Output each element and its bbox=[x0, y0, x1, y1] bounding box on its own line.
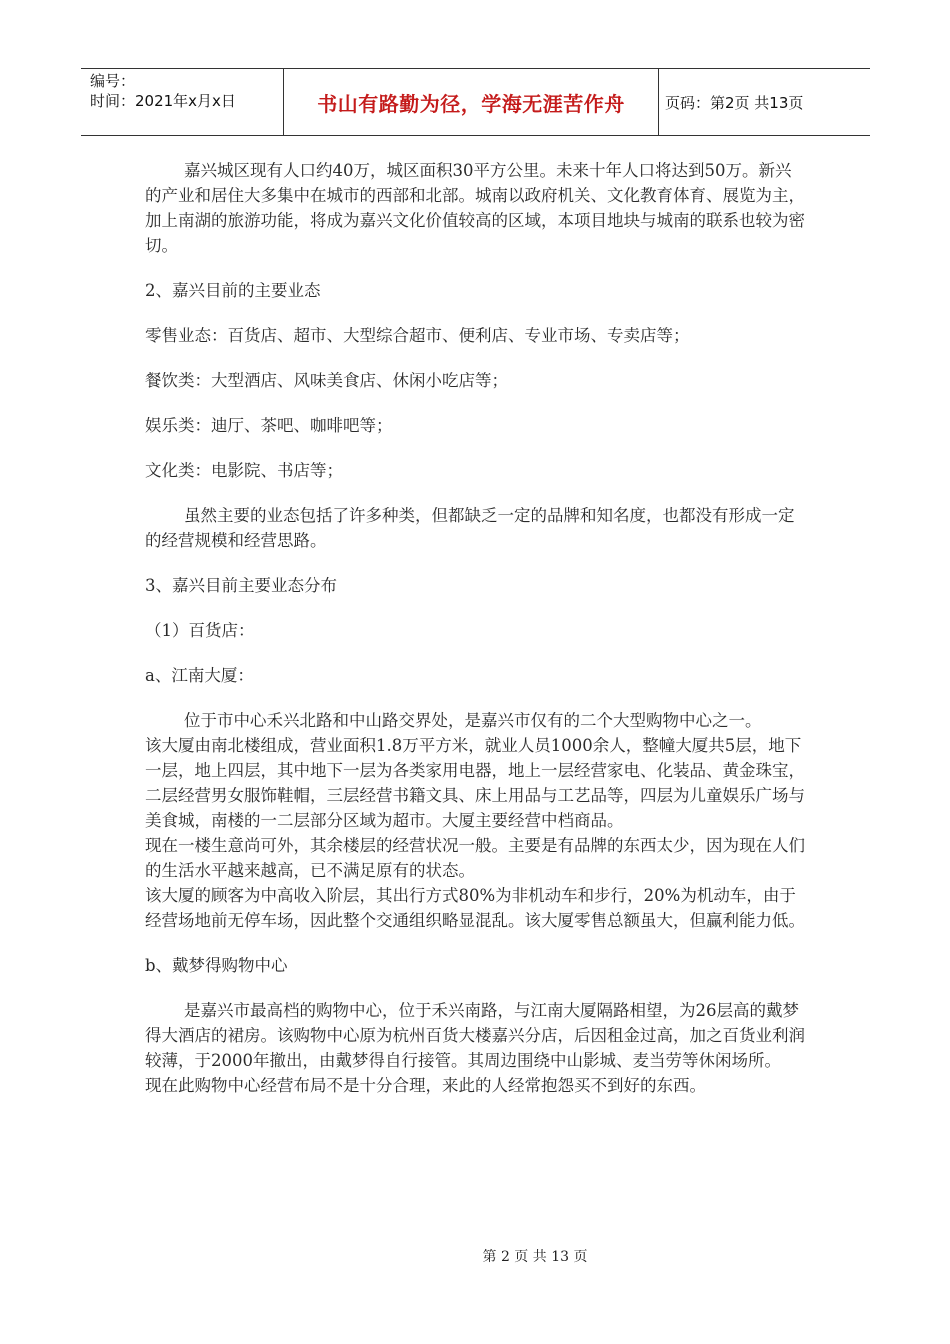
section-heading-distribution: 3、嘉兴目前主要业态分布 bbox=[145, 576, 337, 595]
document-body bbox=[145, 158, 805, 1098]
list-item-catering: 餐饮类：大型酒店、风味美食店、休闲小吃店等； bbox=[145, 371, 508, 390]
paragraph-daimengde-layout: 现在此购物中心经营布局不是十分合理，来此的人经常抱怨买不到好的东西。 bbox=[145, 1076, 706, 1095]
list-item-entertainment: 娱乐类：迪厅、茶吧、咖啡吧等； bbox=[145, 416, 393, 435]
paragraph-jiangnan-status: 现在一楼生意尚可外，其余楼层的经营状况一般。主要是有品牌的东西太少，因为现在人们的生活水平越来越高，已不满足原有的状态。 bbox=[145, 836, 805, 880]
subheading-jiangnan-building: a、江南大厦： bbox=[145, 666, 254, 685]
paragraph-jiangnan-customers: 该大厦的顾客为中高收入阶层，其出行方式80%为非机动车和步行，20%为机动车，由于经营场地前无停车场，因此整个交通组织略显混乱。该大厦零售总额虽大，但赢利能力低。 bbox=[145, 886, 805, 930]
list-item-retail: 零售业态：百货店、超市、大型综合超市、便利店、专业市场、专卖店等； bbox=[145, 326, 690, 345]
paragraph-jiangnan-location: 位于市中心禾兴北路和中山路交界处，是嘉兴市仅有的二个大型购物中心之一。 bbox=[184, 711, 762, 730]
document-code-label: 编号： bbox=[90, 72, 136, 90]
header-page-info: 页码：第2页 共13页 bbox=[665, 93, 804, 112]
subheading-department-stores: （1）百货店： bbox=[145, 621, 255, 640]
page-footer: 第 2 页 共 13 页 bbox=[482, 1249, 588, 1265]
paragraph-city-overview: 嘉兴城区现有人口约40万，城区面积30平方公里。未来十年人口将达到50万。新兴的产业和居住大多集中在城市的西部和北部。城南以政府机关、文化教育体育、展览为主，加上南湖的旅游功能，将成为嘉兴文化价值较高的区域，本项目地块与城南的联系也较为密切。 bbox=[145, 161, 805, 255]
document-date: 时间：2021年x月x日 bbox=[90, 92, 236, 110]
section-heading-business-types: 2、嘉兴目前的主要业态 bbox=[145, 281, 321, 300]
paragraph-daimengde-overview: 是嘉兴市最高档的购物中心，位于禾兴南路，与江南大厦隔路相望，为26层高的戴梦得大酒店的裙房。该购物中心原为杭州百货大楼嘉兴分店，后因租金过高，加之百货业利润较薄，于2000年撤出，由戴梦得自行接管。其周边围绕中山影城、麦当劳等休闲场所。 bbox=[145, 1001, 805, 1070]
paragraph-jiangnan-layout: 该大厦由南北楼组成，营业面积1.8万平方米，就业人员1000余人，整幢大厦共5层，地下一层，地上四层，其中地下一层为各类家用电器，地上一层经营家电、化装品、黄金珠宝，二层经营男女服饰鞋帽，三层经营书籍文具、床上用品与工艺品等，四层为儿童娱乐广场与美食城，南楼的一二层部分区域为超市。大厦主要经营中档商品。 bbox=[145, 736, 805, 830]
list-item-culture: 文化类：电影院、书店等； bbox=[145, 461, 343, 480]
paragraph-business-summary: 虽然主要的业态包括了许多种类，但都缺乏一定的品牌和知名度，也都没有形成一定的经营规模和经营思路。 bbox=[145, 506, 795, 550]
header-motto: 书山有路勤为径，学海无涯苦作舟 bbox=[284, 69, 659, 135]
page-header bbox=[81, 68, 870, 136]
header-meta bbox=[81, 69, 284, 135]
subheading-daimengde: b、戴梦得购物中心 bbox=[145, 956, 288, 975]
